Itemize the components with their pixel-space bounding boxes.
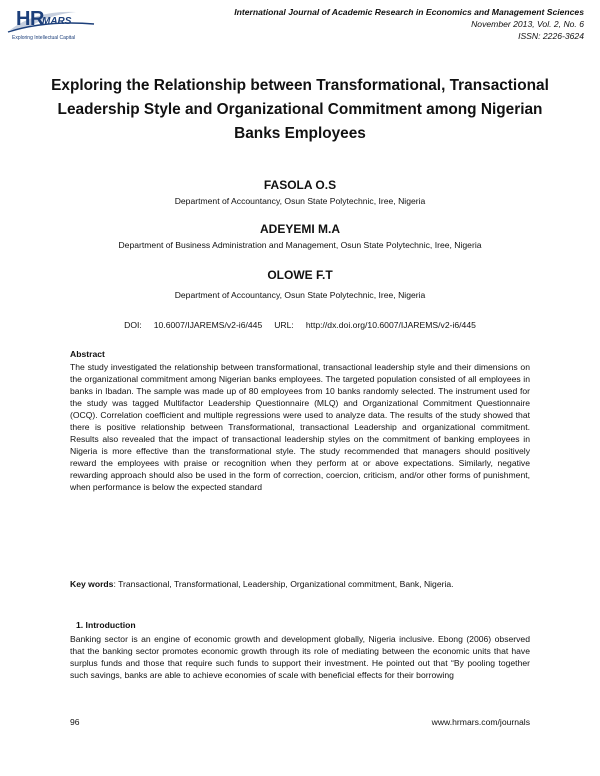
article-title: Exploring the Relationship between Transformational, Transactional Leadership Style and Organizational Commitment among Nigerian Banks Employees	[51, 77, 549, 142]
hrmars-logo	[6, 6, 98, 46]
keywords-label: Key words	[70, 579, 114, 589]
author-name-1: FASOLA O.S	[263, 178, 337, 192]
keywords	[70, 578, 530, 590]
footer-website[interactable]: www.hrmars.com/journals	[431, 717, 530, 727]
keywords-text: : Transactional, Transformational, Leadership, Organizational commitment, Bank, Nigeria.	[113, 579, 454, 589]
author-name-3: OLOWE F.T	[267, 268, 333, 282]
abstract-heading: Abstract	[70, 349, 105, 359]
journal-info	[164, 6, 584, 42]
journal-issn: ISSN: 2226-3624	[518, 31, 584, 41]
logo-tagline: Exploring Intellectual Capital	[12, 35, 76, 41]
doi-label: DOI:	[124, 320, 142, 330]
author-affiliation-2: Department of Business Administration and Management, Osun State Polytechnic, Iree, Nigeria	[118, 240, 482, 250]
journal-title: International Journal of Academic Research in Economics and Management Sciences	[234, 7, 584, 17]
journal-issue: November 2013, Vol. 2, No. 6	[471, 19, 584, 29]
introduction-text: Banking sector is an engine of economic growth and development globally, Nigeria inclusive. Ebong (2006) observed that the banking sector promotes economic growth through its role of mediating between the economic units that have surplus funds and those that require such funds to support their investment. He pointed out that “By pooling together such savings, banks are able to achieve economies of scale with beneficial effects for their borrowing	[70, 634, 530, 681]
introduction-heading: 1. Introduction	[76, 620, 136, 630]
page-number: 96	[70, 717, 80, 727]
author-affiliation-1: Department of Accountancy, Osun State Polytechnic, Iree, Nigeria	[174, 196, 426, 206]
url-link[interactable]: http://dx.doi.org/10.6007/IJAREMS/v2-i6/445	[305, 320, 476, 330]
author-name-2: ADEYEMI M.A	[259, 222, 340, 236]
logo-text-hr: HR	[16, 8, 44, 30]
doi-url-line	[0, 320, 600, 330]
url-label: URL:	[274, 320, 294, 330]
logo-text-mars: MARS	[42, 16, 72, 27]
author-affiliation-3: Department of Accountancy, Osun State Polytechnic, Iree, Nigeria	[174, 290, 426, 300]
doi-value[interactable]: 10.6007/IJAREMS/v2-i6/445	[153, 320, 263, 330]
abstract-text: The study investigated the relationship between transformational, transactional leadership style and their dimensions on the organizational commitment among Nigerian banks employees. The targeted population consisted of all employees in banks in Ibadan. The sample was made up of 80 employees from 10 banks randomly selected. The instrument used for the study was tagged Multifactor Leadership Questionnaire (MLQ) and Organizational Commitment Questionnaire (OCQ). Correlation coefficient and multiple regressions were used to analyze data. The results of the study showed that there is positive relationship between Transformational, transactional Leadership and organizational commitment. Results also revealed that the impact of transactional leadership styles on the commitment of banking employees in Nigeria is more effective than the transformational style. The study recommended that managers should positively reward the employees with praise or recognition when they perform at or above expectations. Similarly, negative rewarding approach should also be used in the form of correction, coercion, criticism, and/or other forms of punishment, when performance is below the expected standard	[70, 362, 530, 493]
